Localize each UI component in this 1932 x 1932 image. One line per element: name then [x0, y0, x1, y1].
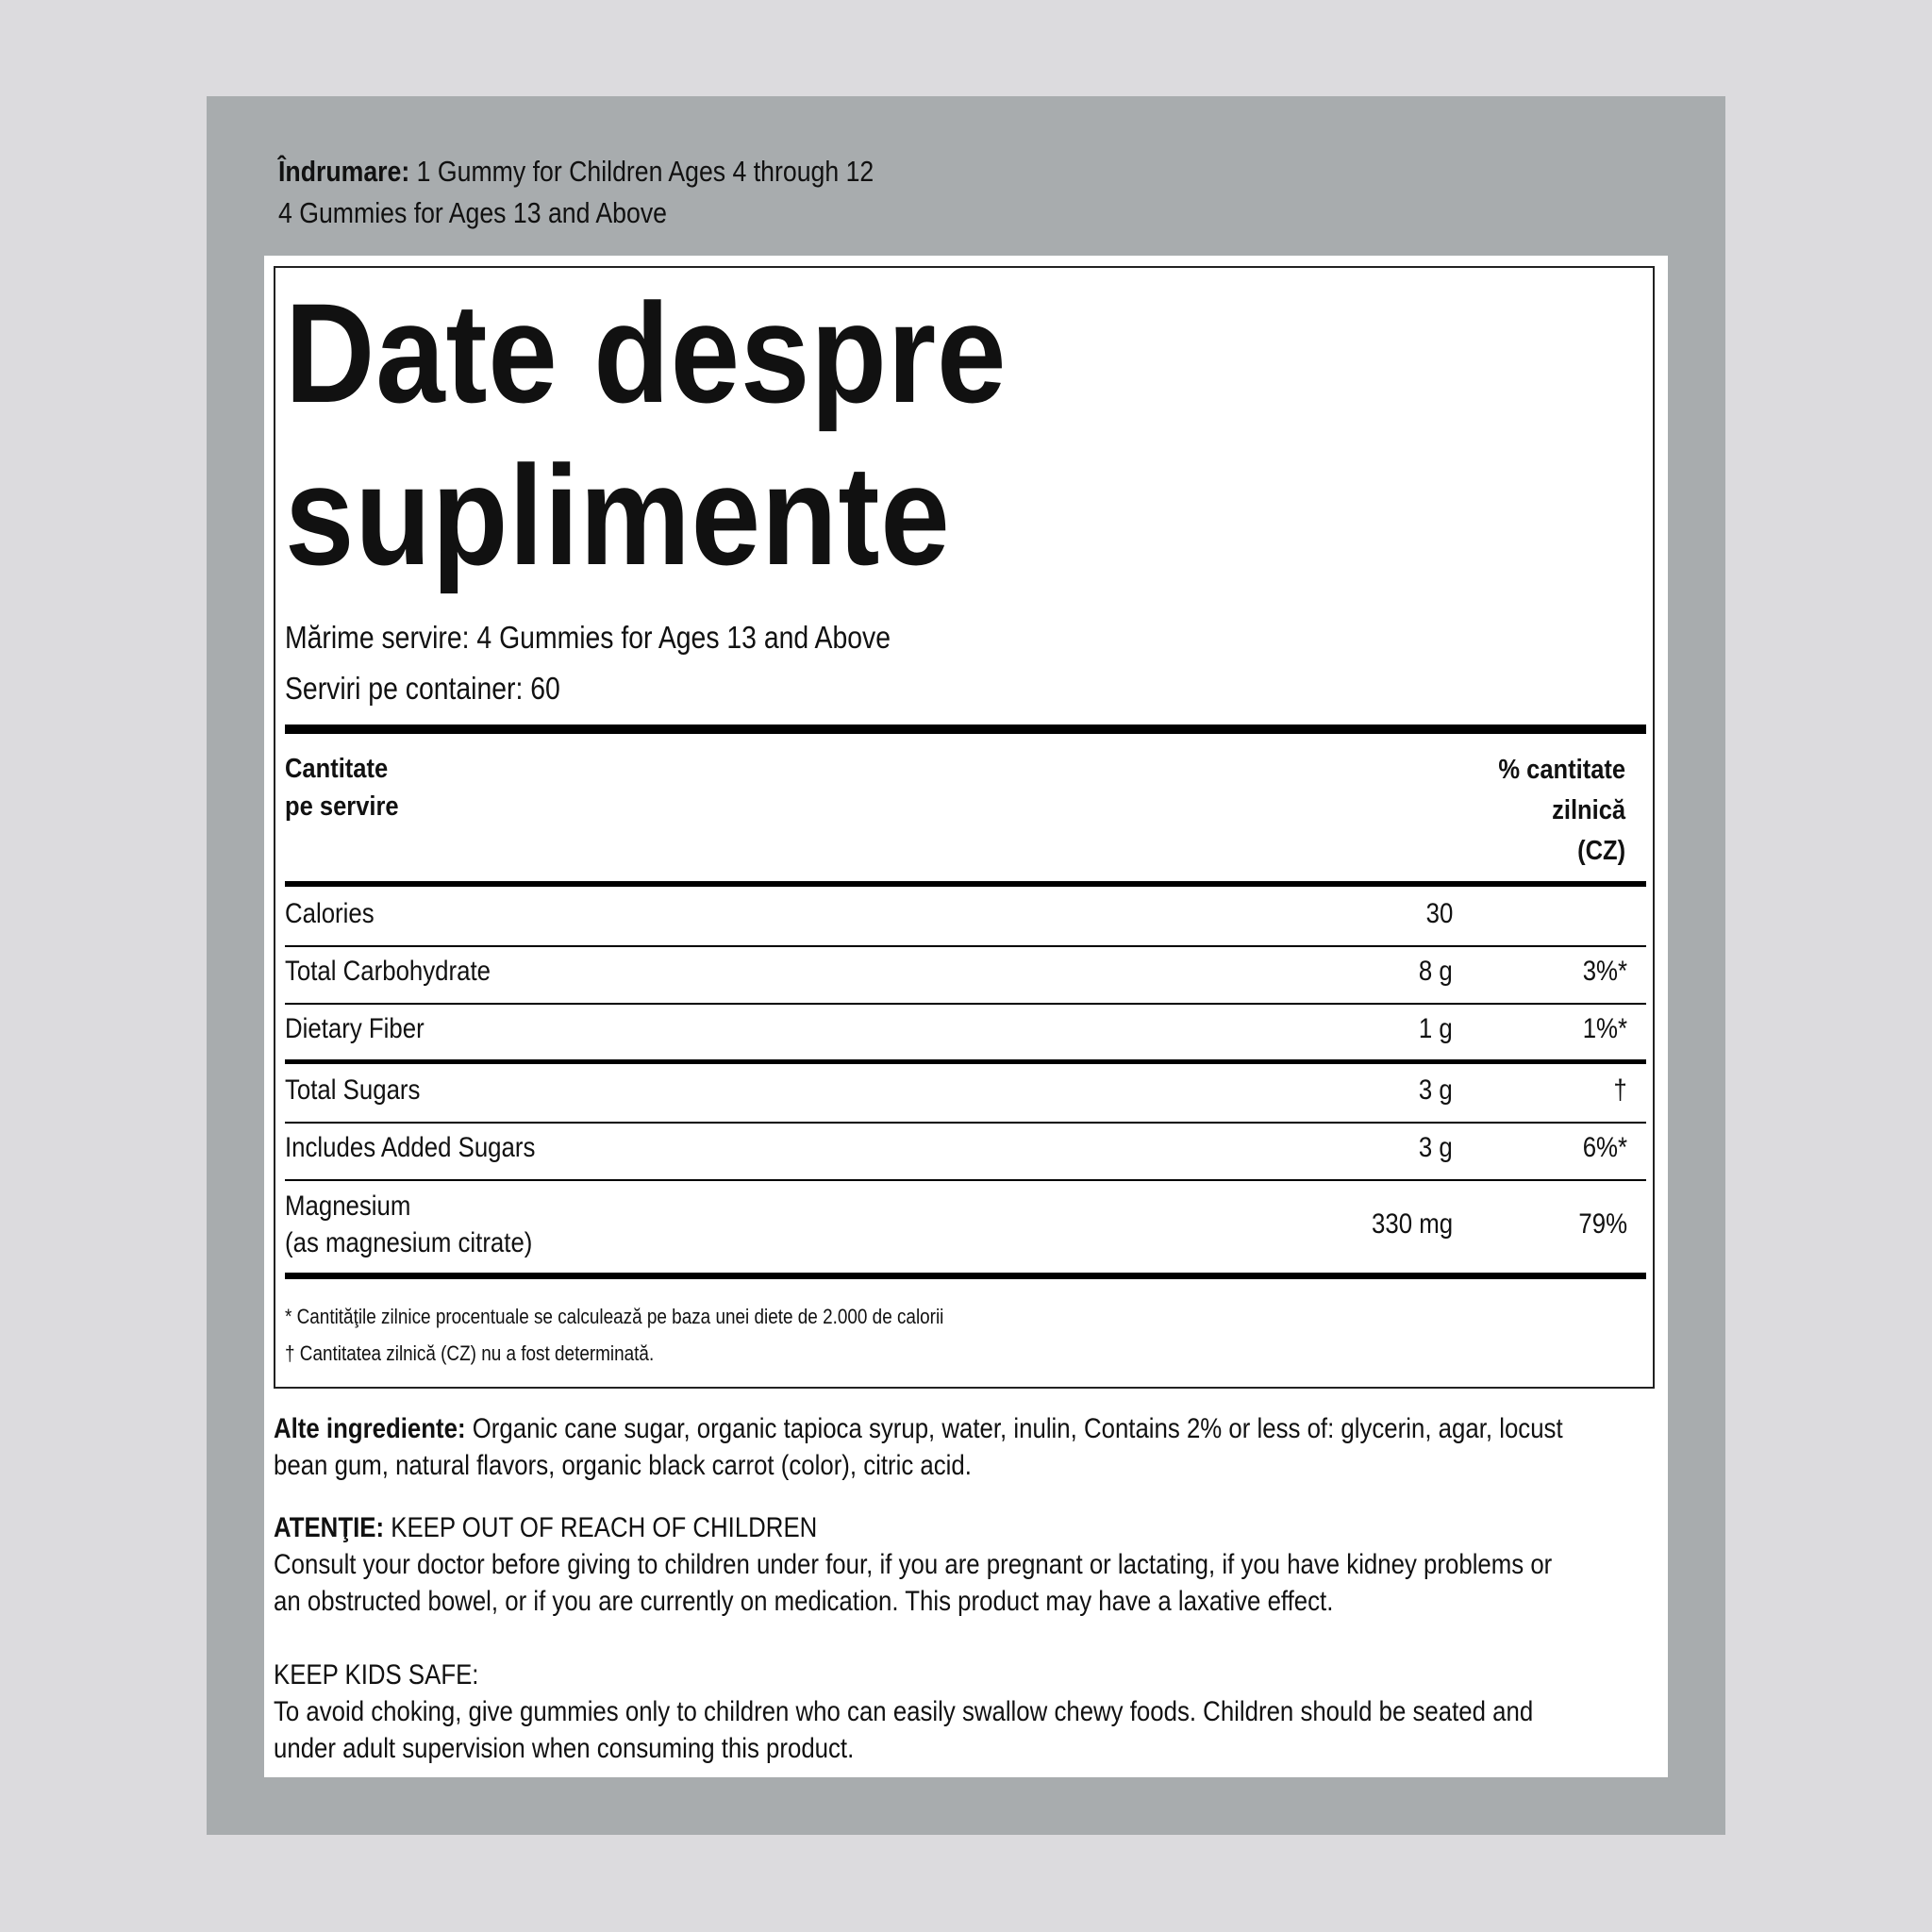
header-left-line2: pe servire: [285, 791, 399, 822]
header-left-line1: Cantitate: [285, 754, 389, 784]
row-divider: [285, 1122, 1646, 1124]
row-name: Dietary Fiber: [285, 1013, 425, 1044]
row-name: Includes Added Sugars: [285, 1132, 536, 1163]
row-dv: 3%*: [1582, 956, 1627, 987]
header-right-line3: (CZ): [1576, 836, 1625, 866]
row-name: [285, 1188, 532, 1261]
other-ingredients-line1: Organic cane sugar, organic tapioca syrup, water, inulin, Contains 2% or less of: glycerin, agar, locust: [472, 1413, 1563, 1444]
header-right-line2: zilnică: [1551, 795, 1625, 825]
servings-per-container: Serviri pe container: 60: [285, 671, 560, 706]
kids-safe-label: KEEP KIDS SAFE:: [274, 1659, 479, 1690]
directions-line2: 4 Gummies for Ages 13 and Above: [278, 196, 667, 229]
warning: [274, 1509, 1653, 1620]
thick-rule-top: [285, 724, 1646, 734]
other-ingredients-line2: bean gum, natural flavors, organic black carrot (color), citric acid.: [274, 1450, 972, 1481]
table-row: [285, 1188, 1646, 1263]
row-divider: [285, 1179, 1646, 1181]
warning-line3: an obstructed bowel, or if you are currently on medication. This product may have a laxative effect.: [274, 1586, 1334, 1617]
kids-safe-line2: under adult supervision when consuming this product.: [274, 1733, 855, 1764]
row-amount: 8 g: [1419, 956, 1453, 987]
directions-label: Îndrumare:: [278, 155, 410, 188]
serving-size: Mărime servire: 4 Gummies for Ages 13 and Above: [285, 620, 891, 655]
title-line1: Date despre: [285, 274, 1008, 432]
row-amount: 3 g: [1419, 1074, 1453, 1106]
header-right-line1: % cantitate: [1498, 755, 1625, 785]
row-name: Total Sugars: [285, 1074, 421, 1106]
row-divider: [285, 1003, 1646, 1005]
kids-safe: [274, 1657, 1653, 1767]
row-divider-thick: [285, 1059, 1646, 1064]
directions-text: [278, 151, 874, 234]
footnote-daily-values: * Cantităţile zilnice procentuale se calculează pe baza unei diete de 2.000 de calorii: [285, 1305, 944, 1328]
row-amount: 30: [1425, 898, 1453, 929]
row-dv: 79%: [1578, 1208, 1627, 1240]
row-dv: 1%*: [1582, 1013, 1627, 1044]
supplement-facts-title: [285, 272, 1007, 596]
daily-value-header: [1498, 750, 1625, 872]
thick-rule-header: [285, 881, 1646, 887]
warning-line1: KEEP OUT OF REACH OF CHILDREN: [391, 1512, 818, 1543]
row-dv: 6%*: [1582, 1132, 1627, 1163]
thick-rule-bottom: [285, 1273, 1646, 1279]
warning-label: ATENŢIE:: [274, 1512, 385, 1543]
row-divider: [285, 945, 1646, 947]
other-ingredients: [274, 1410, 1653, 1484]
warning-line2: Consult your doctor before giving to children under four, if you are pregnant or lactating, if you have kidney problems or: [274, 1549, 1553, 1580]
directions-line1: 1 Gummy for Children Ages 4 through 12: [416, 155, 874, 188]
title-line2: suplimente: [285, 436, 951, 594]
other-ingredients-label: Alte ingrediente:: [274, 1413, 466, 1444]
row-amount: 330 mg: [1371, 1208, 1453, 1240]
amount-per-serving-header: [285, 750, 399, 825]
footnote-dagger: † Cantitatea zilnică (CZ) nu a fost determinată.: [285, 1341, 655, 1365]
row-amount: 3 g: [1419, 1132, 1453, 1163]
row-name: Calories: [285, 898, 375, 929]
row-name-line1: Magnesium: [285, 1191, 411, 1222]
row-dv: †: [1613, 1074, 1627, 1106]
row-name: Total Carbohydrate: [285, 956, 491, 987]
row-amount: 1 g: [1419, 1013, 1453, 1044]
row-name-line2: (as magnesium citrate): [285, 1227, 533, 1258]
kids-safe-line1: To avoid choking, give gummies only to children who can easily swallow chewy foods. Children should be seated and: [274, 1696, 1534, 1727]
